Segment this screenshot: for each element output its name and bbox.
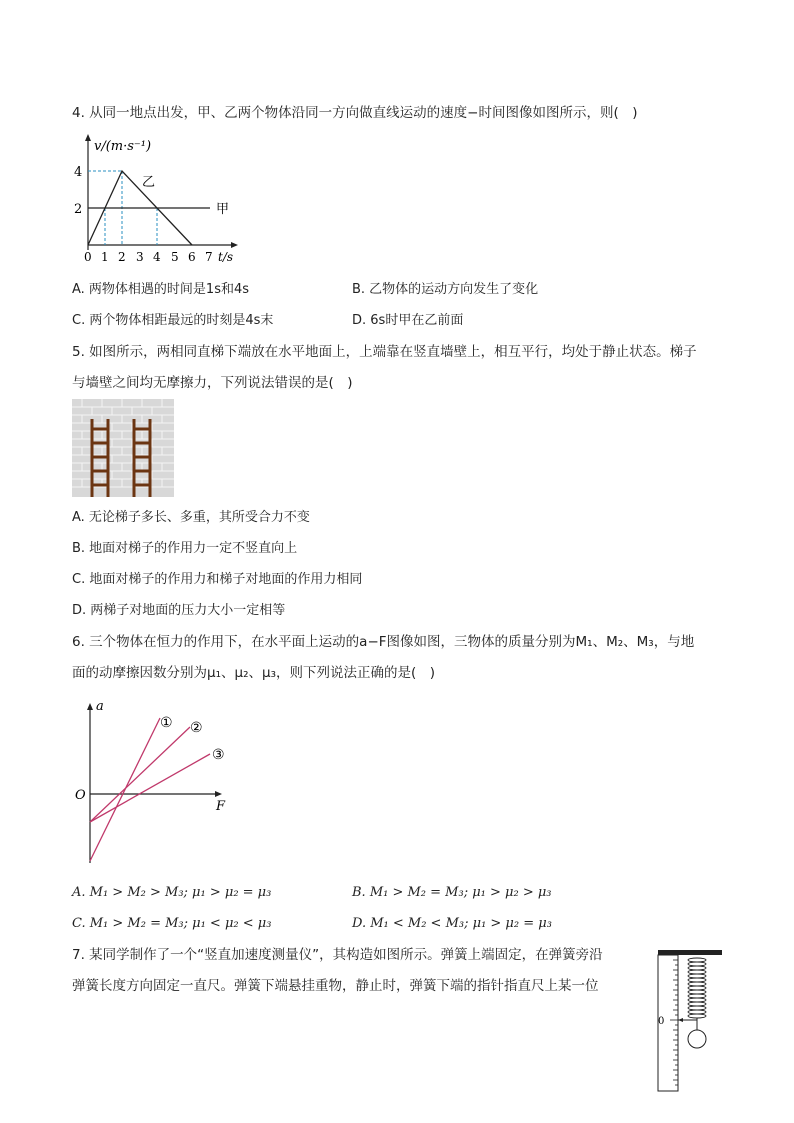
q6-xlabel: F — [216, 799, 226, 814]
scale-zero-label: 0 — [658, 1016, 665, 1027]
q6-y-arrow — [87, 703, 93, 710]
q5-option-c[interactable]: C. 地面对梯子的作用力和梯子对地面的作用力相同 — [72, 572, 363, 587]
pointer-tip — [678, 1018, 683, 1022]
q7-spring-apparatus — [654, 948, 724, 1093]
q4-stem: 4. 从同一地点出发，甲、乙两个物体沿同一方向做直线运动的速度−时间图像如图所示，则( ) — [72, 105, 638, 121]
q4-y-arrow — [85, 134, 91, 141]
q6-ylabel: a — [96, 699, 104, 714]
q7-stem-line1: 7. 某同学制作了一个“竖直加速度测量仪”，其构造如图所示。弹簧上端固定，在弹簧旁沿 — [72, 947, 603, 963]
q6-option-a[interactable]: A. M₁ > M₂ > M₃; μ₁ > μ₂ = μ₃ — [72, 885, 272, 900]
q4-option-b[interactable]: B. 乙物体的运动方向发生了变化 — [352, 282, 539, 297]
q4-ytick-4: 4 — [74, 165, 83, 180]
q4-option-d[interactable]: D. 6s时甲在乙前面 — [352, 313, 464, 328]
q5-stem-line2: 与墙壁之间均无摩擦力，下列说法错误的是( ) — [72, 375, 353, 391]
q4-xtick-3: 3 — [136, 250, 144, 264]
q6-option-d[interactable]: D. M₁ < M₂ < M₃; μ₁ > μ₂ = μ₃ — [352, 916, 552, 931]
q4-xtick-6: 6 — [188, 250, 196, 264]
q4-ylabel: v/(m·s⁻¹) — [94, 139, 152, 154]
q4-option-c[interactable]: C. 两个物体相距最远的时刻是4s末 — [72, 313, 274, 328]
q6-label-2: ② — [190, 720, 203, 736]
q6-label-3: ③ — [212, 747, 225, 763]
q6-aF-graph — [72, 697, 242, 867]
q4-xtick-2: 2 — [118, 250, 126, 264]
q5-option-a[interactable]: A. 无论梯子多长、多重，其所受合力不变 — [72, 510, 310, 525]
q4-xlabel: t/s — [218, 250, 234, 264]
q4-x-arrow — [231, 242, 238, 248]
brick-wall — [72, 399, 174, 497]
q4-option-a[interactable]: A. 两物体相遇的时间是1s和4s — [72, 282, 250, 297]
q4-xtick-0: 0 — [84, 250, 92, 264]
q4-label-yi: 乙 — [142, 175, 156, 190]
q5-option-d[interactable]: D. 两梯子对地面的压力大小一定相等 — [72, 603, 286, 618]
q6-stem-line1: 6. 三个物体在恒力的作用下，在水平面上运动的a−F图像如图，三物体的质量分别为M₁、M₂、M₃，与地 — [72, 634, 695, 650]
spring — [688, 958, 706, 1018]
q4-label-jia: 甲 — [216, 202, 230, 217]
q6-option-c[interactable]: C. M₁ > M₂ = M₃; μ₁ < μ₂ < μ₃ — [72, 916, 272, 931]
q5-option-b[interactable]: B. 地面对梯子的作用力一定不竖直向上 — [72, 541, 298, 556]
q4-vt-graph — [72, 132, 252, 267]
q4-xtick-4: 4 — [153, 250, 161, 264]
q4-xtick-5: 5 — [171, 250, 179, 264]
q5-ladders-illustration — [72, 399, 174, 497]
q5-stem-line1: 5. 如图所示，两相同直梯下端放在水平地面上，上端靠在竖直墙壁上，相互平行，均处于静止状态。梯子 — [72, 344, 697, 360]
hanging-weight — [688, 1030, 706, 1048]
q6-label-1: ① — [160, 715, 173, 731]
q6-option-b[interactable]: B. M₁ > M₂ = M₃; μ₁ > μ₂ > μ₃ — [352, 885, 552, 900]
q6-stem-line2: 面的动摩擦因数分别为μ₁、μ₂、μ₃，则下列说法正确的是( ) — [72, 665, 436, 681]
q6-x-arrow — [215, 791, 222, 797]
q4-ytick-2: 2 — [74, 202, 83, 217]
top-support — [658, 950, 722, 955]
q7-stem-line2: 弹簧长度方向固定一直尺。弹簧下端悬挂重物，静止时，弹簧下端的指针指直尺上某一位 — [72, 978, 599, 994]
q4-xtick-1: 1 — [101, 250, 109, 264]
q6-origin: O — [75, 788, 86, 803]
q4-xtick-7: 7 — [205, 250, 213, 264]
